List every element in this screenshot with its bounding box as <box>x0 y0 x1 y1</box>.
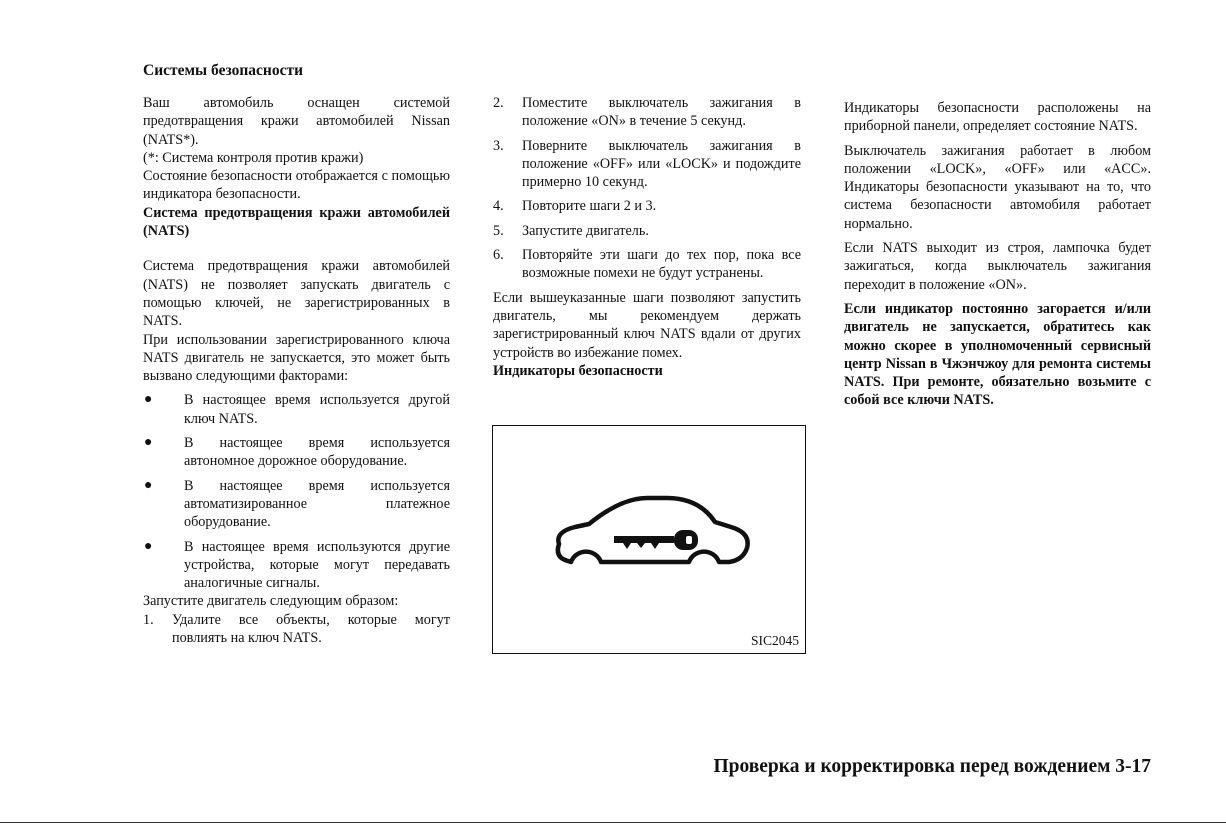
security-indicator-figure <box>492 425 806 654</box>
column-2 <box>493 94 801 380</box>
bullet-text: В настоящее время используется другой ключ NATS. <box>184 392 450 427</box>
bullet-icon: ● <box>144 435 153 451</box>
intro-paragraph: Ваш автомобиль оснащен системой предотвращения кражи автомобилей Nissan (NATS*). <box>143 95 450 148</box>
bullet-icon: ● <box>144 538 153 554</box>
bullet-icon: ● <box>144 392 153 408</box>
step-number: 5. <box>493 222 504 239</box>
bullet-text: В настоящее время используются другие устройства, которые могут передавать аналогичные сигналы. <box>184 538 450 592</box>
list-item <box>143 477 450 532</box>
after-steps-paragraph: Если вышеуказанные шаги позволяют запустить двигатель, мы рекомендуем держать зарегистрированный ключ NATS вдали от других устройств во избежание помех. <box>493 289 801 361</box>
bullet-text: В настоящее время используется автоматизированное платежное оборудование. <box>184 477 450 531</box>
step-number: 2. <box>493 95 504 111</box>
step-item <box>493 246 801 283</box>
step-item <box>493 94 801 131</box>
list-item <box>143 434 450 471</box>
nats-paragraph: Система предотвращения кражи автомобилей (NATS) не позволяет запускать двигатель с помощью ключей, не зарегистрированных в NATS. <box>143 258 450 330</box>
step-text: Запустите двигатель. <box>522 222 649 239</box>
figure-label: SIC2045 <box>750 632 799 648</box>
step-item <box>493 197 801 215</box>
steps-intro: Запустите двигатель следующим образом: <box>143 593 399 610</box>
intro-footnote: (*: Система контроля против кражи) <box>143 149 364 166</box>
failure-paragraph: Если NATS выходит из строя, лампочка будет зажигаться, когда выключатель зажигания переходит в положение «ON». <box>844 240 1151 293</box>
step-number: 4. <box>493 198 504 215</box>
column-1 <box>143 94 450 647</box>
step-item <box>493 222 801 240</box>
step-item <box>493 137 801 192</box>
step-text: Повторяйте эти шаги до тех пор, пока все возможные помехи не будут устранены. <box>522 247 801 282</box>
intro-status: Состояние безопасности отображается с помощью индикатора безопасности. <box>143 168 450 203</box>
nats-factors-paragraph: При использовании зарегистрированного ключа NATS двигатель не запускается, это может быть вызвано следующими факторами: <box>143 331 450 385</box>
nats-subheading: Система предотвращения кражи автомобилей (NATS) <box>143 204 450 240</box>
section-title: Системы безопасности <box>143 62 304 79</box>
car-key-icon <box>493 426 805 653</box>
bottom-divider <box>0 822 1226 823</box>
page-footer: Проверка и корректировка перед вождением 3-17 <box>713 756 1151 777</box>
column-3 <box>844 99 1151 410</box>
ignition-paragraph: Выключатель зажигания работает в любом положении «LOCK», «OFF» или «ACC». Индикаторы безопасности указывают на то, что система безопасности автомобиля работает нормально. <box>844 142 1151 232</box>
indicators-paragraph: Индикаторы безопасности расположены на приборной панели, определяет состояние NATS. <box>844 100 1151 135</box>
bullet-icon: ● <box>144 477 153 493</box>
step-number: 3. <box>493 137 504 154</box>
step-text: Поместите выключатель зажигания в положение «ON» в течение 5 секунд. <box>522 95 801 130</box>
step-number: 1. <box>143 611 154 628</box>
step-text: Повторите шаги 2 и 3. <box>522 198 657 215</box>
step-number: 6. <box>493 247 504 264</box>
list-item <box>143 538 450 593</box>
step-text: Удалите все объекты, которые могут повлиять на ключ NATS. <box>172 611 450 647</box>
bullet-text: В настоящее время используется автономное дорожное оборудование. <box>184 435 450 470</box>
list-item <box>143 391 450 428</box>
step-text: Поверните выключатель зажигания в положение «OFF» или «LOCK» и подождите примерно 10 секунд. <box>522 137 801 191</box>
warning-paragraph: Если индикатор постоянно загорается и/или двигатель не запускается, обратитесь как можно скорее в уполномоченный сервисный центр Nissan в Чжэнчжоу для ремонта системы NATS. При ремонте, обязательно возьмите с собой все ключи NATS. <box>844 300 1151 409</box>
indicators-subheading: Индикаторы безопасности <box>493 362 663 379</box>
step-item <box>143 611 450 648</box>
